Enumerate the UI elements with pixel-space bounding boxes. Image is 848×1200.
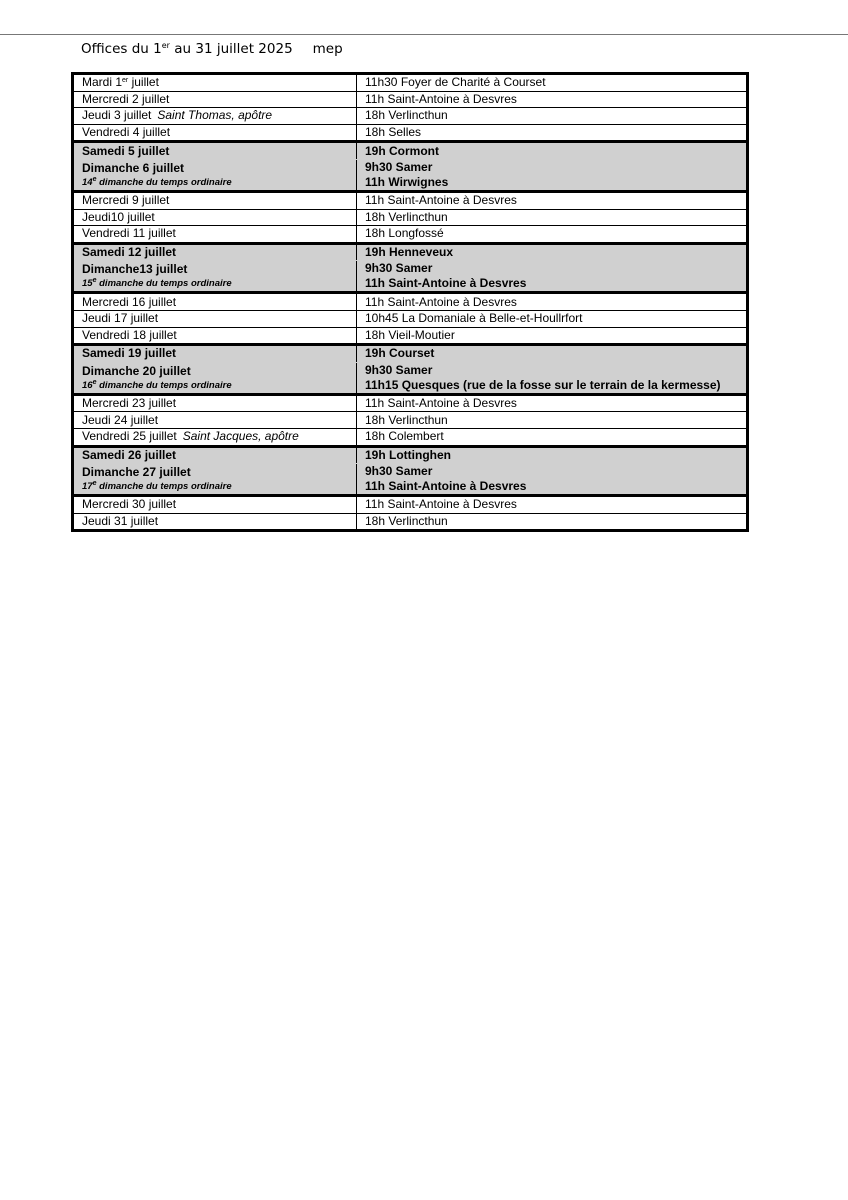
service-cell: 18h Colembert [357, 428, 748, 446]
service-cell: 18h Selles [357, 124, 748, 142]
service-cell: 9h30 Samer 11h15 Quesques (rue de la fosse sur le terrain de la kermesse) [357, 362, 748, 394]
sunday-row [73, 261, 748, 293]
feast-label: Saint Jacques, apôtre [182, 429, 299, 444]
table-row [73, 412, 748, 429]
schedule-table [71, 72, 749, 532]
table-row [73, 91, 748, 108]
service-cell: 11h30 Foyer de Charité à Courset [357, 74, 748, 92]
service-cell: 10h45 La Domaniale à Belle-et-Houllrfort [357, 310, 748, 327]
service-cell: 19h Cormont [357, 142, 748, 160]
day-cell: Dimanche 20 juillet 16e dimanche du temps ordinaire [73, 362, 357, 394]
day-cell: Vendredi 18 juillet [73, 327, 357, 345]
day-cell: Mercredi 23 juillet [73, 394, 357, 412]
table-row [73, 74, 748, 92]
day-cell: Samedi 12 juillet [73, 243, 357, 261]
table-row [73, 327, 748, 345]
top-rule [0, 34, 848, 35]
day-cell: Jeudi 17 juillet [73, 310, 357, 327]
weekend-row [73, 243, 748, 261]
weekend-row [73, 345, 748, 363]
table-row [73, 496, 748, 514]
day-cell: Vendredi 25 juillet Saint Jacques, apôtre [73, 428, 357, 446]
table-row [73, 513, 748, 531]
day-cell: Jeudi 3 juillet Saint Thomas, apôtre [73, 108, 357, 125]
service-cell: 19h Lottinghen [357, 446, 748, 464]
day-cell: Jeudi 24 juillet [73, 412, 357, 429]
table-row [73, 394, 748, 412]
table-row [73, 191, 748, 209]
service-cell: 18h Verlincthun [357, 209, 748, 226]
service-cell: 18h Verlincthun [357, 412, 748, 429]
page-title [81, 41, 343, 57]
table-row [73, 310, 748, 327]
liturgical-note: 14e dimanche du temps ordinaire [82, 175, 232, 188]
day-cell: Mercredi 9 juillet [73, 191, 357, 209]
title-prefix: Offices du 1 [81, 41, 162, 57]
table-row [73, 226, 748, 244]
service-cell: 11h Saint-Antoine à Desvres [357, 91, 748, 108]
sunday-row [73, 159, 748, 191]
service-cell: 18h Vieil-Moutier [357, 327, 748, 345]
liturgical-note: 17e dimanche du temps ordinaire [82, 480, 232, 493]
day-cell: Dimanche 6 juillet 14e dimanche du temps ordinaire [73, 159, 357, 191]
day-cell: Vendredi 4 juillet [73, 124, 357, 142]
title-suffix: au 31 juillet 2025 [169, 41, 293, 57]
day-cell: Mardi 1er juillet [73, 74, 357, 92]
service-cell: 18h Verlincthun [357, 108, 748, 125]
sunday-row [73, 464, 748, 496]
weekend-row [73, 142, 748, 160]
title-mep: mep [312, 41, 343, 57]
liturgical-note: 16e dimanche du temps ordinaire [82, 378, 232, 391]
day-cell: Dimanche13 juillet 15e dimanche du temps ordinaire [73, 261, 357, 293]
day-cell: Jeudi 31 juillet [73, 513, 357, 531]
service-cell: 19h Courset [357, 345, 748, 363]
day-cell: Dimanche 27 juillet 17e dimanche du temps ordinaire [73, 464, 357, 496]
liturgical-note: 15e dimanche du temps ordinaire [82, 277, 232, 290]
day-cell: Vendredi 11 juillet [73, 226, 357, 244]
service-cell: 11h Saint-Antoine à Desvres [357, 496, 748, 514]
day-cell: Mercredi 16 juillet [73, 293, 357, 311]
service-cell: 11h Saint-Antoine à Desvres [357, 394, 748, 412]
feast-label: Saint Thomas, apôtre [157, 108, 273, 123]
service-cell: 19h Henneveux [357, 243, 748, 261]
service-cell: 9h30 Samer 11h Wirwignes [357, 159, 748, 191]
table-row [73, 108, 748, 125]
service-cell: 11h Saint-Antoine à Desvres [357, 191, 748, 209]
table-row [73, 293, 748, 311]
day-cell: Mercredi 30 juillet [73, 496, 357, 514]
service-cell: 18h Longfossé [357, 226, 748, 244]
service-cell: 9h30 Samer 11h Saint-Antoine à Desvres [357, 261, 748, 293]
day-cell: Mercredi 2 juillet [73, 91, 357, 108]
table-row [73, 209, 748, 226]
table-row [73, 124, 748, 142]
service-cell: 11h Saint-Antoine à Desvres [357, 293, 748, 311]
day-cell: Samedi 19 juillet [73, 345, 357, 363]
day-cell: Jeudi10 juillet [73, 209, 357, 226]
service-cell: 18h Verlincthun [357, 513, 748, 531]
weekend-row [73, 446, 748, 464]
day-cell: Samedi 26 juillet [73, 446, 357, 464]
day-cell: Samedi 5 juillet [73, 142, 357, 160]
title-superscript: er [161, 41, 170, 50]
service-cell: 9h30 Samer 11h Saint-Antoine à Desvres [357, 464, 748, 496]
sunday-row [73, 362, 748, 394]
table-row [73, 428, 748, 446]
